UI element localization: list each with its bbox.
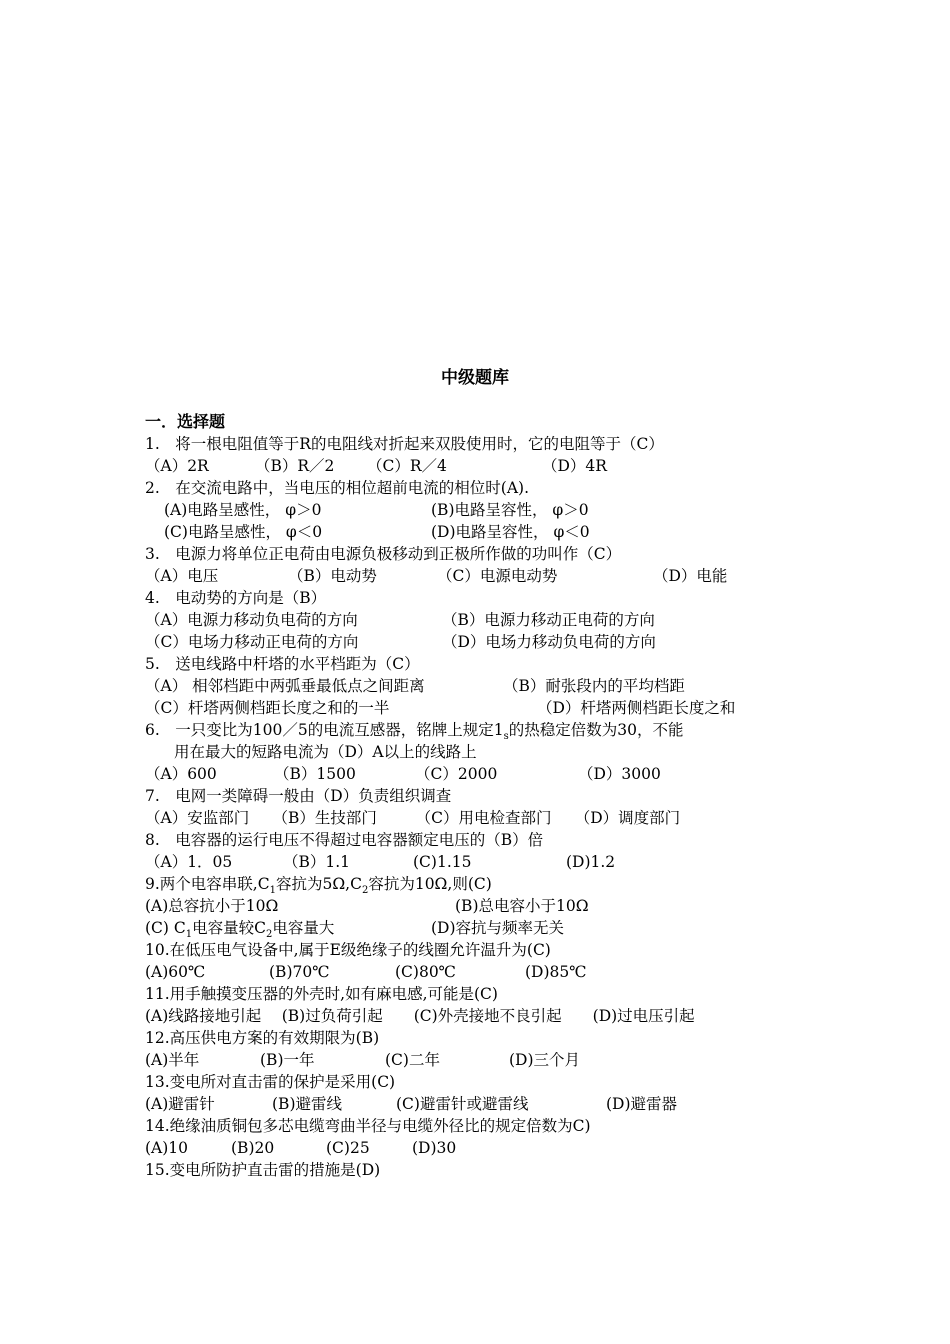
question-6-stem — [145, 719, 810, 741]
option-b: (B)20 — [231, 1139, 275, 1157]
question-9-stem — [145, 873, 810, 895]
question-7-options: （A）安监部门 （B）生技部门 （C）用电检查部门 （D）调度部门 — [145, 809, 681, 827]
option-text: 电容量大 — [272, 919, 335, 937]
question-4-options-row2 — [145, 631, 810, 653]
question-14-stem: 14.绝缘油质铜包多芯电缆弯曲半径与电缆外径比的规定倍数为C) — [145, 1117, 591, 1135]
question-2-options-row2 — [145, 521, 810, 543]
question-1-options — [145, 455, 810, 477]
option-d: （D）电场力移动负电荷的方向 — [442, 633, 656, 651]
option-a: （A）电压 — [145, 567, 219, 585]
question-4-stem: 4. 电动势的方向是（B） — [145, 589, 327, 607]
option-c: （C）电场力移动正电荷的方向 — [145, 633, 359, 651]
question-15-stem: 15.变电所防护直击雷的措施是(D) — [145, 1161, 381, 1179]
option-c: （C）杆塔两侧档距长度之和的一半 — [145, 699, 390, 717]
question-5-options-row1 — [145, 675, 810, 697]
page-title: 中级题库 — [441, 368, 509, 388]
stem-text: 6. 一只变比为100／5的电流互感器，铭牌上规定1 — [145, 721, 504, 739]
subscript: 1 — [269, 885, 276, 897]
option-a: （A）2R — [145, 457, 209, 475]
stem-text: 9.两个电容串联,C — [145, 875, 270, 893]
option-c: (C)避雷针或避雷线 — [396, 1095, 529, 1113]
option-a: (A)总容抗小于10Ω — [145, 897, 279, 915]
question-10-options — [145, 961, 810, 983]
question-12-options — [145, 1049, 810, 1071]
question-9-options-row1 — [145, 895, 810, 917]
option-d: （D）电能 — [653, 567, 728, 585]
option-a: （A）1．05 — [145, 853, 233, 871]
option-a: （A）600 — [145, 765, 217, 783]
question-12-stem: 12.高压供电方案的有效期限为(B) — [145, 1029, 380, 1047]
option-b: （B）R／2 — [255, 457, 335, 475]
question-list — [145, 411, 810, 1181]
question-7-stem: 7. 电网一类障碍一般由（D）负责组织调查 — [145, 787, 452, 805]
option-a: （A）电源力移动负电荷的方向 — [145, 611, 358, 629]
question-6-options — [145, 763, 810, 785]
subscript: 1 — [185, 929, 193, 941]
question-5-options-row2 — [145, 697, 810, 719]
section-heading: 一．选择题 — [145, 412, 226, 431]
option-c: (C)电路呈感性， φ＜0 — [164, 523, 323, 541]
option-b: (B)70℃ — [269, 963, 330, 981]
stem-text: 的热稳定倍数为30，不能 — [508, 721, 684, 739]
question-3-options — [145, 565, 810, 587]
option-c: (C)25 — [326, 1139, 370, 1157]
option-d: (D)电路呈容性， φ＜0 — [431, 523, 590, 541]
subscript: 2 — [361, 885, 369, 897]
option-b: （B）耐张段内的平均档距 — [503, 677, 685, 695]
option-d: （D）杆塔两侧档距长度之和 — [537, 699, 736, 717]
question-13-stem: 13.变电所对直击雷的保护是采用(C) — [145, 1073, 396, 1091]
option-b: (B)电路呈容性， φ＞0 — [431, 501, 589, 519]
question-3-stem: 3. 电源力将单位正电荷由电源负极移动到正极所作做的功叫作（C） — [145, 545, 622, 563]
option-d: (D)三个月 — [509, 1051, 581, 1069]
option-a: (A)半年 — [145, 1051, 200, 1069]
question-14-options — [145, 1137, 810, 1159]
option-c: （C）2000 — [415, 765, 498, 783]
option-a: (A)避雷针 — [145, 1095, 215, 1113]
option-b: (B)一年 — [260, 1051, 315, 1069]
option-d: (D)避雷器 — [606, 1095, 678, 1113]
subscript: 2 — [266, 929, 273, 941]
option-d: (D)1.2 — [566, 853, 616, 871]
question-11-stem: 11.用手触摸变压器的外壳时,如有麻电感,可能是(C) — [145, 985, 498, 1003]
option-b: (B)避雷线 — [272, 1095, 342, 1113]
question-5-stem: 5. 送电线路中杆塔的水平档距为（C） — [145, 655, 420, 673]
option-d: （D）4R — [542, 457, 607, 475]
option-a: （A） 相邻档距中两弧垂最低点之间距离 — [145, 677, 425, 695]
option-c: (C)1.15 — [413, 853, 472, 871]
question-10-stem: 10.在低压电气设备中,属于E级绝缘子的线圈允许温升为(C) — [145, 941, 551, 959]
option-d: （D）3000 — [578, 765, 661, 783]
option-c: (C)二年 — [385, 1051, 440, 1069]
option-text: 电容量较C — [192, 919, 266, 937]
stem-text: 容抗为10Ω,则(C) — [368, 875, 492, 893]
question-4-options-row1 — [145, 609, 810, 631]
stem-text: 容抗为5Ω,C — [275, 875, 362, 893]
option-text: (C) C — [145, 919, 186, 937]
option-c: （C）电源电动势 — [437, 567, 558, 585]
subscript: s — [503, 731, 509, 743]
question-8-options — [145, 851, 810, 873]
option-c: (C)80℃ — [395, 963, 457, 981]
option-a: (A)电路呈感性， φ＞0 — [164, 501, 322, 519]
question-2-stem: 2. 在交流电路中，当电压的相位超前电流的相位时(A). — [145, 479, 530, 497]
option-d: (D)85℃ — [525, 963, 587, 981]
option-d: (D)30 — [412, 1139, 457, 1157]
option-a: (A)60℃ — [145, 963, 206, 981]
question-1-stem: 1. 将一根电阻值等于R的电阻线对折起来双股使用时，它的电阻等于（C） — [145, 435, 664, 453]
option-b: （B）电源力移动正电荷的方向 — [442, 611, 655, 629]
question-11-options: (A)线路接地引起 (B)过负荷引起 (C)外壳接地不良引起 (D)过电压引起 — [145, 1007, 695, 1025]
question-9-options-row2 — [145, 917, 810, 939]
option-b: （B）电动势 — [288, 567, 377, 585]
option-c — [145, 917, 334, 946]
question-2-options-row1 — [145, 499, 810, 521]
question-13-options — [145, 1093, 810, 1115]
option-d: (D)容抗与频率无关 — [431, 919, 565, 937]
option-b: (B)总电容小于10Ω — [455, 897, 589, 915]
question-6-stem-continued: 用在最大的短路电流为（D）A以上的线路上 — [174, 743, 477, 761]
option-a: (A)10 — [145, 1139, 189, 1157]
question-8-stem: 8. 电容器的运行电压不得超过电容器额定电压的（B）倍 — [145, 831, 544, 849]
option-b: （B）1.1 — [283, 853, 351, 871]
option-c: （C）R／4 — [367, 457, 447, 475]
option-b: （B）1500 — [274, 765, 356, 783]
